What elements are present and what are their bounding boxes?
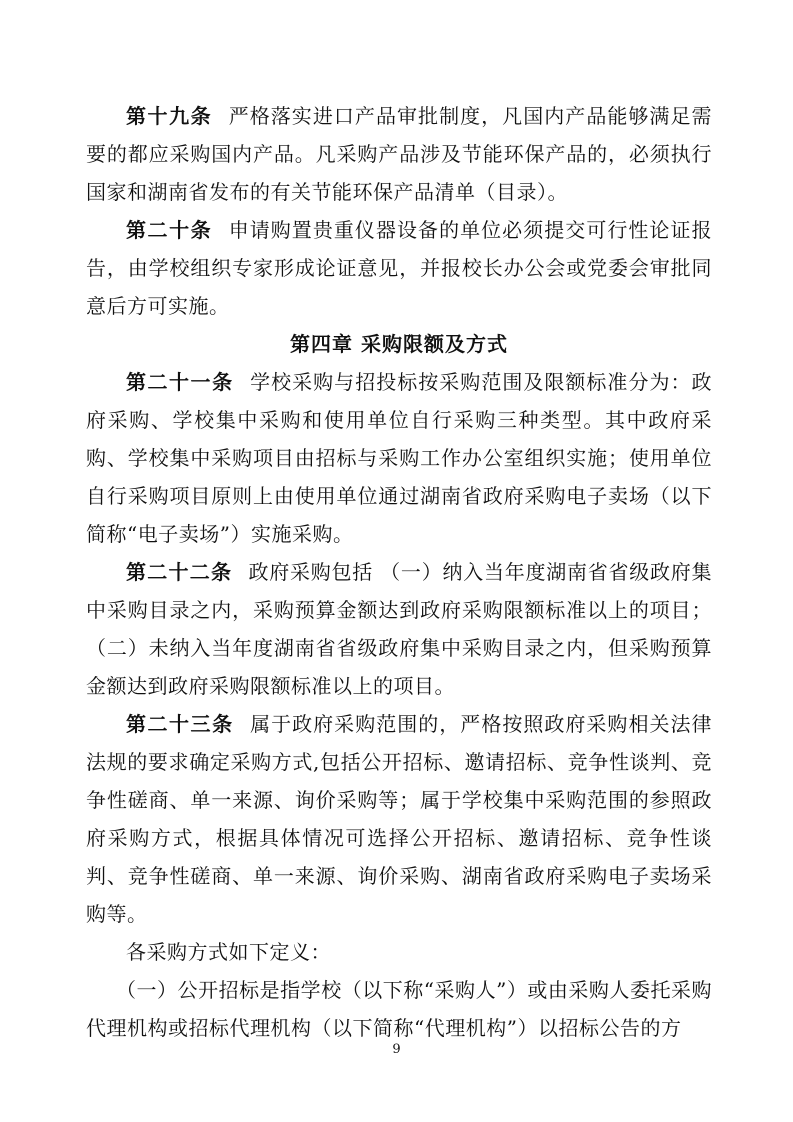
article-label: 第二十二条 — [126, 560, 233, 584]
chapter-title: 第四章 采购限额及方式 — [290, 332, 508, 356]
article-text: 严格落实进口产品审批制度，凡国内产品能够满足需要的都应采购国内产品。凡采购产品涉及节能环保产品的，必须执行国家和湖南省发布的有关节能环保产品清单（目录）。 — [86, 104, 713, 204]
page-number: 9 — [392, 1042, 401, 1057]
article-19 — [86, 97, 712, 211]
article-20 — [86, 211, 712, 325]
article-text: 政府采购包括 （一）纳入当年度湖南省省级政府集中采购目录之内，采购预算金额达到政府采购限额标准以上的项目；（二）未纳入当年度湖南省省级政府集中采购目录之内，但采购预算金额达到政府采购限额标准以上的项目。 — [86, 560, 713, 698]
article-text: 学校采购与招投标按采购范围及限额标准分为：政府采购、学校集中采购和使用单位自行采购三种类型。其中政府采购、学校集中采购项目由招标与采购工作办公室组织实施；使用单位自行采购项目原则上由使用单位通过湖南省政府采购电子卖场（以下简称“电子卖场”）实施采购。 — [86, 370, 713, 546]
article-21 — [86, 363, 712, 553]
definition-item: （一）公开招标是指学校（以下称“采购人”）或由采购人委托采购代理机构或招标代理机构（以下简称“代理机构”）以招标公告的方 — [86, 978, 712, 1040]
definitions-intro: 各采购方式如下定义： — [126, 940, 331, 964]
article-label: 第二十一条 — [126, 370, 234, 394]
article-22 — [86, 553, 712, 705]
article-23 — [86, 705, 712, 933]
article-text: 申请购置贵重仪器设备的单位必须提交可行性论证报告，由学校组织专家形成论证意见，并报校长办公会或党委会审批同意后方可实施。 — [86, 218, 713, 318]
article-label: 第十九条 — [126, 104, 213, 128]
article-text: 属于政府采购范围的，严格按照政府采购相关法律法规的要求确定采购方式,包括公开招标、邀请招标、竞争性谈判、竞争性磋商、单一来源、询价采购等；属于学校集中采购范围的参照政府采购方式，根据具体情况可选择公开招标、邀请招标、竞争性谈判、竞争性磋商、单一来源、询价采购、湖南省政府采购电子卖场采购等。 — [86, 712, 713, 926]
document-body — [86, 97, 712, 1047]
article-label: 第二十条 — [126, 218, 213, 242]
article-label: 第二十三条 — [126, 712, 234, 736]
